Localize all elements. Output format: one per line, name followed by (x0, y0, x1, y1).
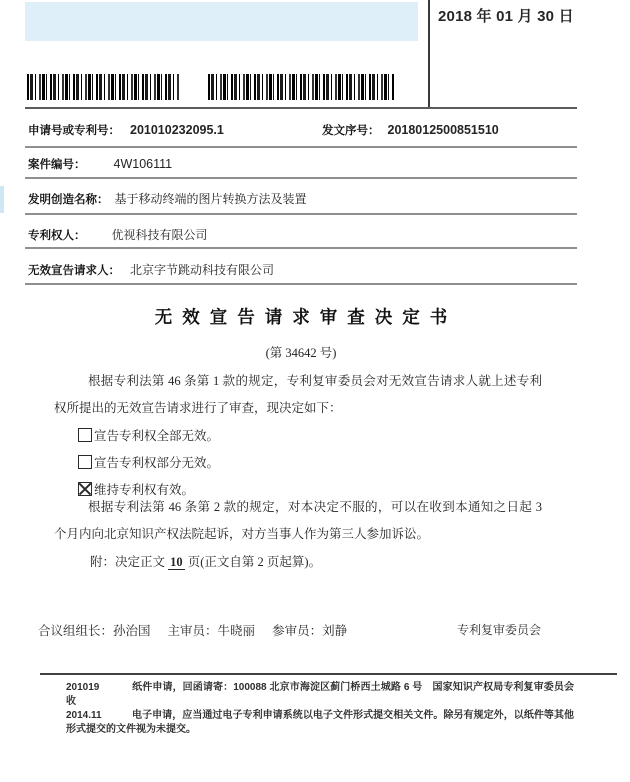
field-row-petitioner (28, 261, 580, 278)
decision-checkbox (78, 455, 92, 469)
footer-entry-paper (66, 681, 574, 709)
appeal-rights-paragraph: 根据专利法第 46 条第 2 款的规定，对本决定不服的，可以在收到本通知之日起 3 个月内向北京知识产权法院起诉，对方当事人作为第三人参加诉讼。 (54, 500, 542, 541)
panel-chief-pair (38, 621, 151, 639)
date-box-divider (428, 0, 430, 108)
case-number-label: 案件编号： (28, 159, 86, 171)
decision-option-label: 维持专利权有效。 (94, 482, 195, 497)
divider (25, 146, 577, 148)
footer-note-text: 纸件申请，回函请寄：100088 北京市海淀区蓟门桥西土城路 6 号 国家知识产权局专利复审委员会收 (66, 682, 574, 707)
barcode-icon (208, 74, 394, 100)
petitioner-label: 无效宣告请求人： (28, 265, 120, 277)
application-number-label: 申请号或专利号： (28, 125, 120, 137)
issuing-organization: 专利复审委员会 (457, 623, 542, 637)
dispatch-number-value: 2018012500851510 (387, 123, 499, 137)
divider (25, 177, 577, 179)
footer-entry-electronic (66, 709, 574, 737)
attachment-suffix: 页(正文自第 2 页起算)。 (184, 555, 322, 569)
invention-name-label: 发明创造名称： (28, 194, 109, 206)
divider (25, 247, 577, 249)
attachment-note (90, 552, 321, 570)
footer-divider (40, 673, 617, 675)
footer-notes (66, 681, 574, 737)
field-row-invention (28, 190, 580, 207)
primary-examiner-name: 牛晓丽 (217, 624, 256, 638)
dispatch-number-label: 发文序号： (322, 125, 380, 137)
divider (25, 107, 577, 109)
scan-edge-artifact (0, 186, 4, 213)
petitioner-value: 北京字节跳动科技有限公司 (130, 263, 275, 277)
invention-name-value: 基于移动终端的图片转换方法及装置 (114, 192, 307, 206)
decision-intro-paragraph: 根据专利法第 46 条第 1 款的规定，专利复审委员会对无效宣告请求人就上述专利权所提出的无效宣告请求进行了审查，现决定如下： (54, 374, 542, 415)
barcode-icon (27, 74, 179, 100)
patentee-label: 专利权人： (28, 230, 86, 242)
panel-chief-name: 孙治国 (113, 624, 151, 638)
footer-note-text: 电子申请，应当通过电子专利申请系统以电子文件形式提交相关文件。除另有规定外，以纸件等其他形式提交的文件视为未提交。 (66, 710, 574, 735)
divider (25, 283, 577, 285)
co-examiner-name: 刘静 (322, 624, 348, 638)
footer-code: 201019 (66, 682, 100, 693)
decision-option (78, 421, 219, 448)
co-examiner-pair (272, 621, 347, 639)
co-examiner-label: 参审员： (272, 624, 323, 638)
decision-option-label: 宣告专利权全部无效。 (94, 428, 220, 443)
field-row-patentee (28, 226, 580, 243)
issue-date: 2018 年 01 月 30 日 (438, 8, 574, 25)
patentee-value: 优视科技有限公司 (111, 228, 208, 242)
decision-option-label: 宣告专利权部分无效。 (94, 455, 220, 470)
primary-examiner-label: 主审员： (167, 624, 218, 638)
field-row-application (28, 122, 580, 138)
panel-signature-row (38, 621, 347, 639)
divider (25, 213, 577, 215)
document-title: 无效宣告请求审查决定书 (154, 307, 458, 327)
header-highlight-bar (25, 2, 418, 41)
field-row-case (28, 156, 580, 172)
decision-checkbox (78, 428, 92, 442)
document-number: (第 34642 号) (265, 346, 337, 360)
panel-chief-label: 合议组组长： (38, 624, 114, 638)
application-number-value: 201010232095.1 (130, 123, 224, 137)
attachment-prefix: 附：决定正文 (90, 555, 169, 569)
primary-examiner-pair (168, 621, 256, 639)
footer-code: 2014.11 (66, 710, 102, 721)
attachment-page-count: 10 (170, 555, 183, 569)
decision-option (78, 448, 219, 475)
case-number-value: 4W106111 (113, 157, 173, 171)
decision-options-list (78, 421, 219, 502)
